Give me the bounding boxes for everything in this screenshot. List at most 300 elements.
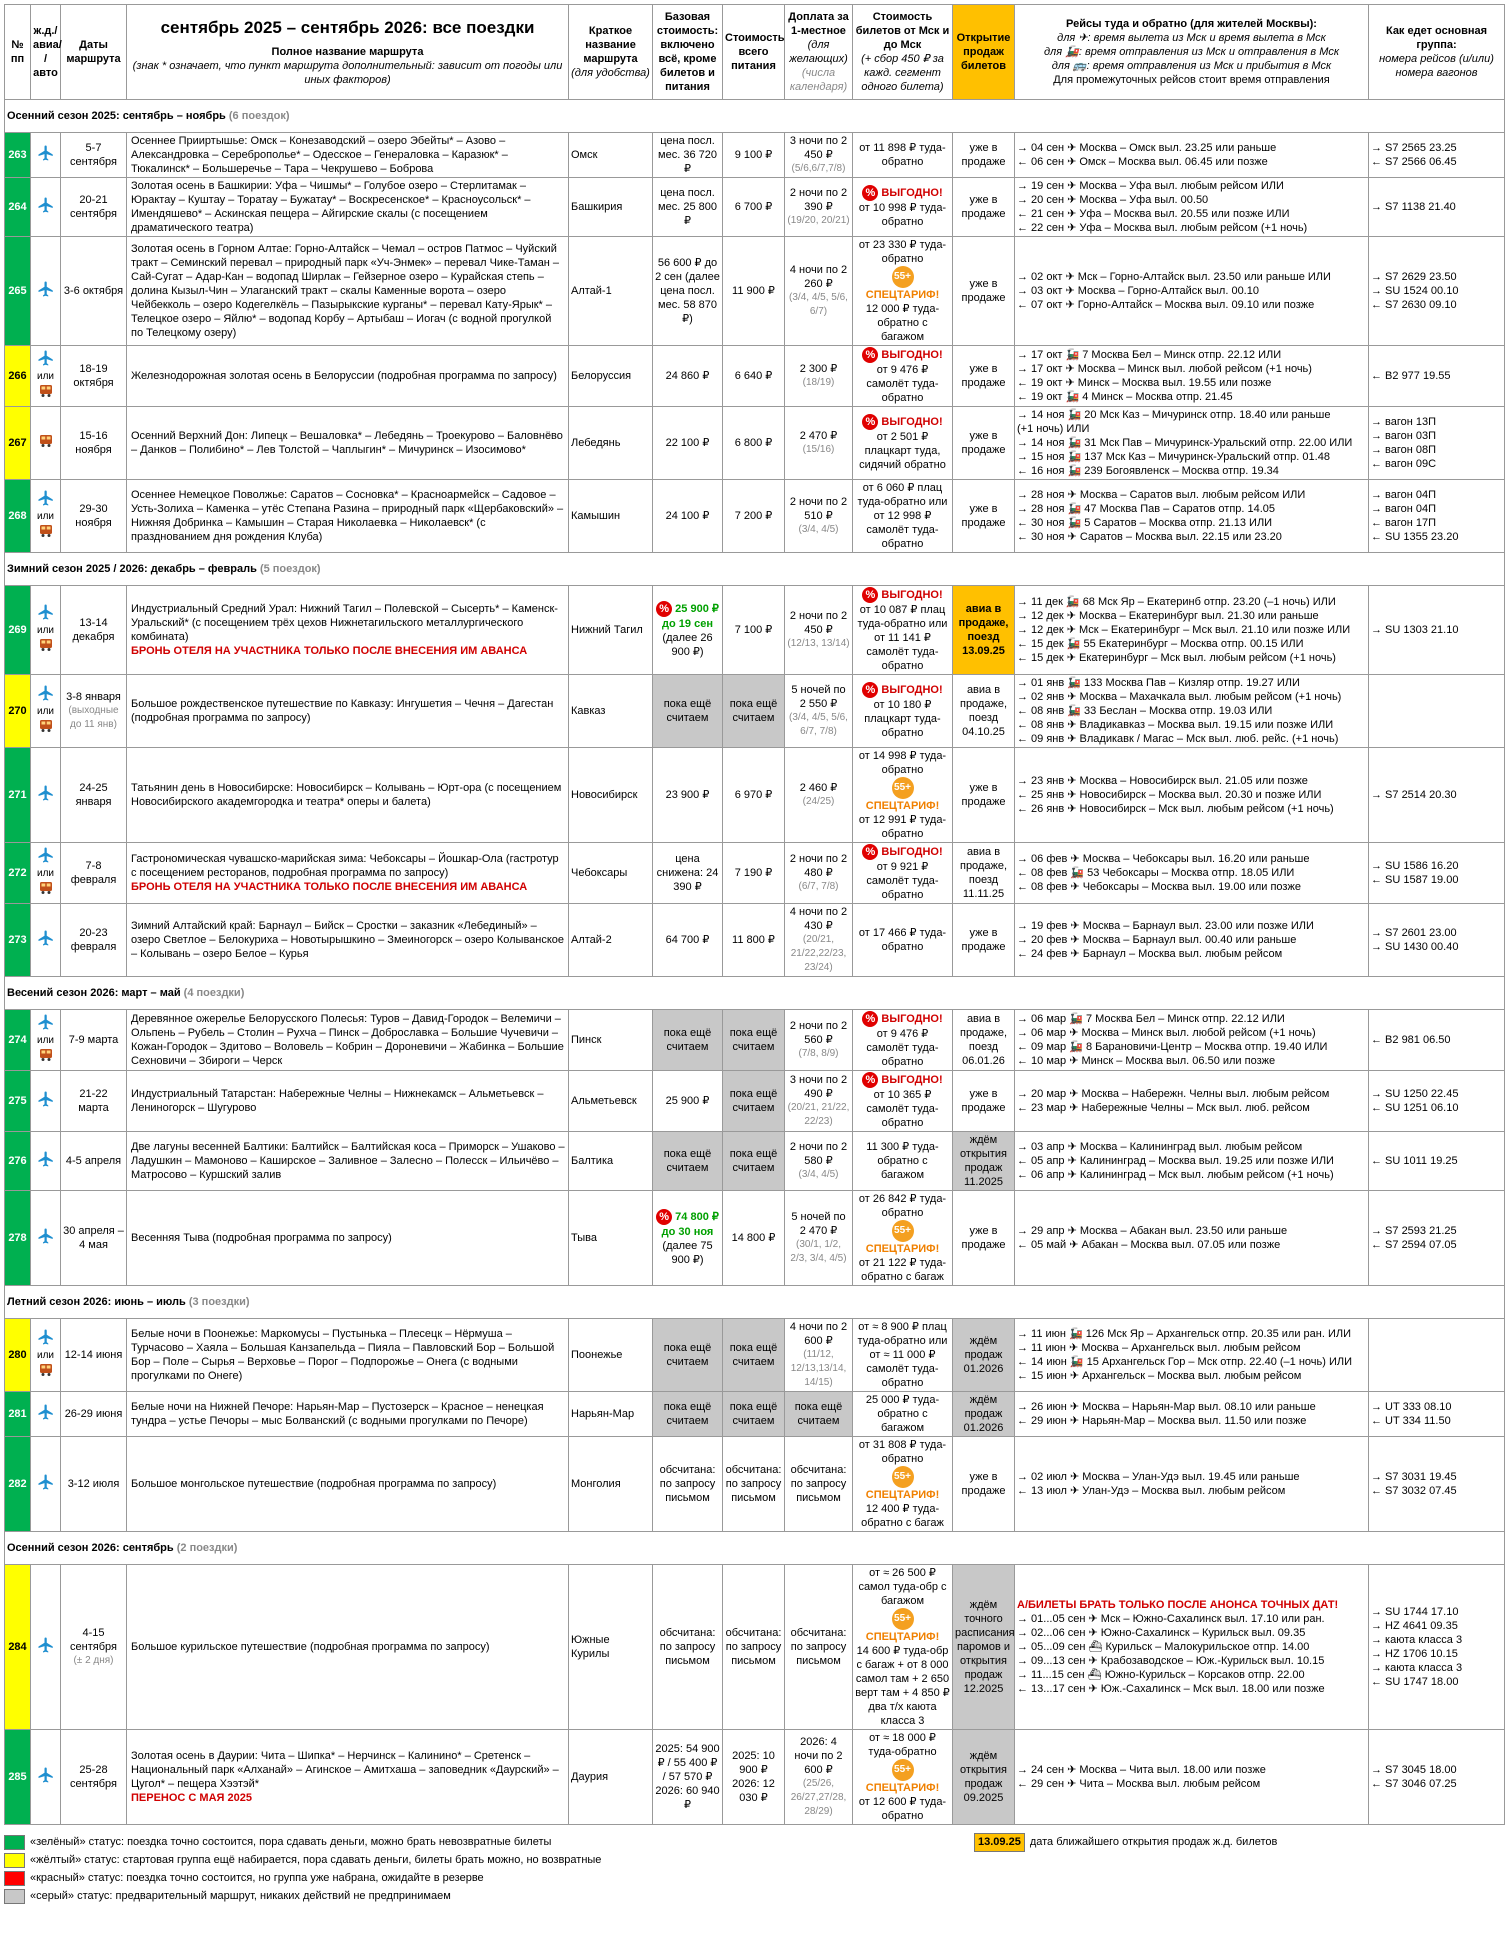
single-cost: 2 ночи по 2 480 ₽ [789, 853, 848, 879]
single-days: (18/19) [802, 377, 835, 388]
season-row [5, 1532, 1505, 1565]
food-cost-cell: 7 200 ₽ [723, 480, 785, 553]
col-open: Открытие продаж билетов [953, 5, 1015, 100]
route-name: Индустриальный Татарстан: Набережные Челны – Нижнекамск – Альметьевск – Лениногорск – Шугурово [131, 1088, 544, 1114]
train-icon [37, 432, 55, 454]
age-55-icon: 55+ [892, 1220, 914, 1242]
base-cost: пока ещё считаем [663, 1342, 712, 1368]
col-num: № пп [5, 5, 31, 100]
flight-line: ← 19 окт 🚂 4 Минск – Москва отпр. 21.45 [1017, 391, 1233, 403]
flight-line: ← 10 мар ✈ Минск – Москва выл. 06.50 или позже [1017, 1055, 1276, 1067]
profit-label: ВЫГОДНО! [881, 415, 943, 428]
short-name-cell: Лебедянь [569, 407, 653, 480]
dates-cell [61, 1437, 127, 1532]
flight-line: → 06 мар ✈ Москва – Минск выл. любой рейсом (+1 ночь) [1017, 1027, 1316, 1039]
tickets-price: от 10 998 ₽ туда-обратно [858, 202, 947, 228]
dates-cell [61, 675, 127, 748]
or-label: или [36, 370, 54, 382]
group-cell [1369, 675, 1505, 748]
route-name: Большое курильское путешествие (подробная программа по запросу) [131, 1641, 490, 1653]
tickets-price: от 23 330 ₽ туда-обратно [858, 239, 947, 265]
plane-icon [36, 1328, 56, 1350]
trip-row[interactable] [5, 1730, 1505, 1825]
group-flight: → вагон 03П [1371, 430, 1437, 442]
plane-icon [36, 603, 56, 625]
open-sales-cell: авиа в продаже, поезд 13.09.25 [953, 586, 1015, 675]
base-cost: пока ещё считаем [663, 1148, 712, 1174]
flight-line: → 28 ноя 🚂 47 Москва Пав – Саратов отпр. 14.05 [1017, 503, 1276, 515]
flights-cell [1015, 1437, 1369, 1532]
tickets-cell [853, 480, 953, 553]
route-cell[interactable] [127, 1010, 569, 1071]
base-cost-cell [653, 1392, 723, 1437]
transport-cell [31, 346, 61, 407]
group-flight: → вагон 04П [1371, 503, 1437, 515]
trip-dates: 20-23 февраля [70, 927, 117, 953]
food-cost-cell: обсчитана: по запросу письмом [723, 1565, 785, 1730]
tickets-price-special: 12 400 ₽ туда-обратно с багаж [861, 1503, 944, 1529]
open-sales-cell: уже в продаже [953, 1191, 1015, 1286]
page-title: сентябрь 2025 – сентябрь 2026: все поездки [160, 18, 535, 37]
tickets-price: от 10 365 ₽ самолёт туда-обратно [866, 1089, 939, 1129]
route-warning: БРОНЬ ОТЕЛЯ НА УЧАСТНИКА ТОЛЬКО ПОСЛЕ ВНЕСЕНИЯ ИМ АВАНСА [131, 881, 528, 893]
flight-line: ← 30 ноя ✈ Саратов – Москва выл. 22.15 или 23.20 [1017, 531, 1282, 543]
short-name-label: Краткое название маршрута [583, 25, 638, 65]
single-cell [785, 1565, 853, 1730]
transport-cell [31, 748, 61, 843]
base-cost-cell [653, 346, 723, 407]
trip-row[interactable] [5, 1071, 1505, 1132]
short-name-cell: Монголия [569, 1437, 653, 1532]
route-cell[interactable] [127, 178, 569, 237]
tickets-cell [853, 1191, 953, 1286]
plane-icon [36, 1227, 56, 1249]
group-cell [1369, 178, 1505, 237]
transport-cell [31, 1392, 61, 1437]
plane-icon [36, 846, 56, 868]
route-cell[interactable] [127, 407, 569, 480]
plane-icon [36, 1150, 56, 1172]
trip-row[interactable] [5, 407, 1505, 480]
single-cost: 5 ночей по 2 470 ₽ [791, 1211, 846, 1237]
route-cell[interactable] [127, 1730, 569, 1825]
route-cell[interactable] [127, 1071, 569, 1132]
tickets-cell [853, 1730, 953, 1825]
trip-row[interactable] [5, 1191, 1505, 1286]
flight-line: → 26 июн ✈ Москва – Нарьян-Мар выл. 08.10 или раньше [1017, 1401, 1316, 1413]
discount-icon: % [862, 185, 878, 201]
trip-row[interactable] [5, 1565, 1505, 1730]
flight-line: → 04 сен ✈ Москва – Омск выл. 23.25 или раньше [1017, 142, 1277, 154]
flight-line: ← 05 апр ✈ Калининград – Москва выл. 19.25 или позже ИЛИ [1017, 1155, 1334, 1167]
discount-icon: % [862, 587, 878, 603]
tickets-price: от 11 898 ₽ туда-обратно [859, 142, 946, 168]
trip-row[interactable] [5, 237, 1505, 346]
base-cost-cell [653, 133, 723, 178]
route-name: Осенний Верхний Дон: Липецк – Вешаловка* – Лебедянь – Троекурово – Баловнёво – Данков – Полибино* – Лев Толстой – Чаплыгин* – Мичуринск – Изосимово* [131, 430, 563, 456]
flight-line: → 20 сен ✈ Москва – Уфа выл. 00.50 [1017, 194, 1209, 206]
base-cost-cell [653, 843, 723, 904]
single-days: (7/8, 8/9) [798, 1048, 839, 1059]
flights-cell [1015, 904, 1369, 977]
season-count: (2 поездки) [176, 1542, 238, 1554]
group-flight: → каюта класса 3 [1371, 1662, 1463, 1674]
group-cell [1369, 1565, 1505, 1730]
group-flight: ← S7 3046 07.25 [1371, 1778, 1457, 1790]
trip-row[interactable] [5, 904, 1505, 977]
single-days: (20/21, 21/22,22/23, 23/24) [790, 934, 847, 973]
profit-label: ВЫГОДНО! [881, 588, 943, 601]
transport-cell [31, 904, 61, 977]
trip-number: 270 [5, 675, 31, 748]
base-cost-cell [653, 1319, 723, 1392]
flight-line: ← 09 мар 🚂 8 Барановичи-Центр – Москва отпр. 19.40 ИЛИ [1017, 1041, 1328, 1053]
single-days: (15/16) [802, 444, 835, 455]
tickets-cell [853, 1132, 953, 1191]
trip-number: 275 [5, 1071, 31, 1132]
tickets-price: от ≈ 18 000 ₽ туда-обратно [868, 1732, 937, 1758]
route-cell[interactable] [127, 1191, 569, 1286]
group-cell [1369, 133, 1505, 178]
base-cost-cell [653, 178, 723, 237]
food-cost-cell: обсчитана: по запросу письмом [723, 1437, 785, 1532]
trip-row[interactable] [5, 346, 1505, 407]
trip-dates: 13-14 декабря [72, 617, 115, 643]
plane-icon [36, 280, 56, 302]
short-name-cell: Тыва [569, 1191, 653, 1286]
tickets-price: от 2 501 ₽ плацкарт туда, сидячий обратно [859, 431, 946, 471]
single-cost: 2 ночи по 2 390 ₽ [789, 187, 848, 213]
trip-number: 267 [5, 407, 31, 480]
flight-line: → 14 ноя 🚂 31 Мск Пав – Мичуринск-Уральский отпр. 22.00 ИЛИ [1017, 437, 1353, 449]
group-flight: → S7 2629 23.50 [1371, 271, 1457, 283]
base-cost-later: (далее 75 900 ₽) [662, 1240, 713, 1266]
dates-cell [61, 346, 127, 407]
food-cost-cell: 6 700 ₽ [723, 178, 785, 237]
open-sales-cell: уже в продаже [953, 133, 1015, 178]
flights-cell [1015, 1191, 1369, 1286]
tickets-cell [853, 407, 953, 480]
or-label: или [36, 1034, 54, 1046]
short-name-cell: Южные Курилы [569, 1565, 653, 1730]
route-cell[interactable] [127, 237, 569, 346]
group-flight: → вагон 13П [1371, 416, 1437, 428]
route-name: Железнодорожная золотая осень в Белоруссии (подробная программа по запросу) [131, 370, 557, 382]
open-sales-cell: ждём продаж 01.2026 [953, 1319, 1015, 1392]
trip-row[interactable] [5, 480, 1505, 553]
train-icon [37, 522, 55, 544]
discount-icon: % [862, 844, 878, 860]
flight-line: → 02...06 сен ✈ Южно-Сахалинск – Курильск выл. 09.35 [1017, 1627, 1306, 1639]
flights-cell [1015, 843, 1369, 904]
group-cell [1369, 904, 1505, 977]
tickets-price: от 10 180 ₽ плацкарт туда-обратно [864, 699, 941, 739]
dates-cell [61, 1392, 127, 1437]
food-cost-cell: пока ещё считаем [723, 1010, 785, 1071]
short-name-cell: Новосибирск [569, 748, 653, 843]
single-cost: 2026: 4 ночи по 2 600 ₽ [794, 1736, 843, 1776]
discount-icon: % [656, 601, 672, 617]
tickets-cell [853, 1565, 953, 1730]
season-row [5, 553, 1505, 586]
trip-row[interactable] [5, 1437, 1505, 1532]
tickets-price-special: 12 000 ₽ туда-обратно с багажом [865, 303, 940, 343]
route-name: Зимний Алтайский край: Барнаул – Бийск – Сростки – заказник «Лебединый» – озеро Светлое – Белокуриха – Новотырышкино – Змеиногорск – озеро Колыванское – Колывань – озеро Белое – Курья [131, 920, 565, 960]
flight-line: ← 08 фев 🚂 53 Чебоксары – Москва отпр. 18.05 ИЛИ [1017, 867, 1295, 879]
route-cell[interactable] [127, 904, 569, 977]
food-cost-cell: 6 800 ₽ [723, 407, 785, 480]
food-cost-cell: 7 190 ₽ [723, 843, 785, 904]
flight-line: ← 24 фев ✈ Барнаул – Москва выл. любым рейсом [1017, 948, 1283, 960]
transport-cell [31, 1191, 61, 1286]
short-name-cell: Альметьевск [569, 1071, 653, 1132]
route-cell[interactable] [127, 1437, 569, 1532]
trip-row[interactable] [5, 1319, 1505, 1392]
special-label: СПЕЦТАРИФ! [865, 1489, 940, 1501]
base-cost: 56 600 ₽ до 2 сен (далее цена посл. мес. 58 870 ₽) [655, 257, 720, 325]
group-flight: → SU 1303 21.10 [1371, 624, 1459, 636]
flight-line: ← 21 сен ✈ Уфа – Москва выл. 20.55 или позже ИЛИ [1017, 208, 1290, 220]
train-icon [37, 382, 55, 404]
trip-dates: 7-9 марта [68, 1034, 119, 1046]
trips-body [5, 100, 1505, 1825]
season-title [5, 1532, 1505, 1565]
flight-line: → 14 ноя 🚂 20 Мск Каз – Мичуринск отпр. 18.40 или раньше [1017, 409, 1331, 421]
group-flight: → S7 3031 19.45 [1371, 1471, 1457, 1483]
trip-row[interactable] [5, 843, 1505, 904]
dates-cell [61, 904, 127, 977]
tickets-price: от 9 921 ₽ самолёт туда-обратно [866, 861, 939, 901]
or-label: или [36, 705, 54, 717]
route-name: Золотая осень в Даурии: Чита – Шипка* – Нерчинск – Калинино* – Сретенск – Национальный парк «Алханай» – Агинское – Амитхаша – заповедник «Даурский» – Цугол* – пещера Хээтэй* [131, 1750, 559, 1790]
short-name-cell: Камышин [569, 480, 653, 553]
group-flight: → SU 1250 22.45 [1371, 1088, 1459, 1100]
dates-cell [61, 1565, 127, 1730]
profit-label: ВЫГОДНО! [881, 1073, 943, 1086]
route-name: Белые ночи на Нижней Печоре: Нарьян-Мар – Пустозерск – Красное – ненецкая тундра – устье Печоры – мыс Болванский (с водными прогулками по Печоре) [131, 1401, 544, 1427]
tickets-cell [853, 904, 953, 977]
single-days: (5/6,6/7,7/8) [791, 163, 846, 174]
base-cost-later: (далее 26 900 ₽) [662, 632, 713, 658]
dates-cell [61, 748, 127, 843]
single-days: (24/25) [802, 796, 835, 807]
flight-line: ← 29 июн ✈ Нарьян-Мар – Москва выл. 11.50 или позже [1017, 1415, 1307, 1427]
season-title [5, 1286, 1505, 1319]
trip-row[interactable] [5, 1132, 1505, 1191]
profit-label: ВЫГОДНО! [881, 348, 943, 361]
flights-cell [1015, 1730, 1369, 1825]
food-cost-cell: пока ещё считаем [723, 1071, 785, 1132]
season-label: Зимний сезон 2025 / 2026: декабрь – февраль [7, 563, 257, 575]
flights-cell [1015, 178, 1369, 237]
transport-cell [31, 1437, 61, 1532]
group-flight: ← S7 3032 07.45 [1371, 1485, 1457, 1497]
train-icon [37, 879, 55, 901]
single-cost: 4 ночи по 2 600 ₽ [789, 1321, 848, 1347]
open-sales-cell: ждём продаж 01.2026 [953, 1392, 1015, 1437]
trip-row[interactable] [5, 133, 1505, 178]
group-flight: → SU 1586 16.20 [1371, 860, 1459, 872]
trip-row[interactable] [5, 178, 1505, 237]
group-cell [1369, 1319, 1505, 1392]
plane-icon [36, 1013, 56, 1035]
group-flight: → S7 3045 18.00 [1371, 1764, 1457, 1776]
base-cost: 24 100 ₽ [665, 510, 710, 522]
flight-line: → 09...13 сен ✈ Крабозаводское – Юж.-Курильск выл. 10.15 [1017, 1655, 1325, 1667]
route-cell[interactable] [127, 675, 569, 748]
route-cell[interactable] [127, 480, 569, 553]
trip-number: 280 [5, 1319, 31, 1392]
route-cell[interactable] [127, 133, 569, 178]
transport-cell [31, 178, 61, 237]
single-days: (30/1, 1/2, 2/3, 3/4, 4/5) [790, 1239, 847, 1264]
trip-row[interactable] [5, 748, 1505, 843]
trip-row[interactable] [5, 1010, 1505, 1071]
route-name: Татьянин день в Новосибирске: Новосибирск – Колывань – Юрт-ора (с посещением Новосибирского академгородка и театра* оперы и балета) [131, 782, 562, 808]
legend-date-box: 13.09.25 [974, 1833, 1025, 1852]
trip-row[interactable] [5, 586, 1505, 675]
transport-cell [31, 675, 61, 748]
train-icon [37, 1046, 55, 1068]
flights-label: Рейсы туда и обратно (для жителей Москвы): [1066, 18, 1317, 30]
full-name-note: (знак * означает, что пункт маршрута дополнительный: зависит от погоды или иных факторов) [132, 60, 563, 86]
single-cost: 5 ночей по 2 550 ₽ [791, 684, 846, 710]
short-name-cell: Белоруссия [569, 346, 653, 407]
group-flight: → вагон 04П [1371, 489, 1437, 501]
discount-icon: % [862, 414, 878, 430]
profit-label: ВЫГОДНО! [881, 1012, 943, 1025]
tickets-cell [853, 237, 953, 346]
flights-warning: А/БИЛЕТЫ БРАТЬ ТОЛЬКО ПОСЛЕ АНОНСА ТОЧНЫХ ДАТ! [1017, 1599, 1339, 1611]
open-sales-cell: авиа в продаже, поезд 11.11.25 [953, 843, 1015, 904]
open-sales-cell: ждём открытия продаж 09.2025 [953, 1730, 1015, 1825]
age-55-icon: 55+ [892, 1608, 914, 1630]
flight-line: → 24 сен ✈ Москва – Чита выл. 18.00 или позже [1017, 1764, 1266, 1776]
group-flight: → HZ 4641 09.35 [1371, 1620, 1458, 1632]
flight-line: → 20 фев ✈ Москва – Барнаул выл. 00.40 или раньше [1017, 934, 1297, 946]
special-label: СПЕЦТАРИФ! [865, 800, 940, 812]
route-cell[interactable] [127, 1319, 569, 1392]
or-label: или [36, 510, 54, 522]
trip-row[interactable] [5, 1392, 1505, 1437]
food-cost-cell: 7 100 ₽ [723, 586, 785, 675]
group-flight: ← B2 977 19.55 [1371, 370, 1451, 382]
col-base: Базовая стоимость: включено всё, кроме билетов и питания [653, 5, 723, 100]
special-label: СПЕЦТАРИФ! [865, 289, 940, 301]
food-cost-cell: пока ещё считаем [723, 1132, 785, 1191]
tickets-price-special: 14 600 ₽ туда-обр с багаж + от 8 000 самол там + 2 650 верт там + 4 850 ₽ два т/х каюта класса 3 [855, 1645, 950, 1727]
base-cost-cell [653, 904, 723, 977]
dates-note: (выходные до 11 янв) [68, 705, 119, 730]
route-cell[interactable] [127, 748, 569, 843]
single-cost: 2 ночи по 2 580 ₽ [789, 1141, 848, 1167]
dates-cell [61, 586, 127, 675]
group-flight: → S7 2565 23.25 [1371, 142, 1457, 154]
flights-cell [1015, 1010, 1369, 1071]
single-cost: 2 ночи по 2 510 ₽ [789, 496, 848, 522]
flight-line: ← 05 май ✈ Абакан – Москва выл. 07.05 или позже [1017, 1239, 1281, 1251]
base-cost-cell [653, 407, 723, 480]
tickets-price-special: от 12 991 ₽ туда-обратно [858, 814, 947, 840]
flight-line: → 12 дек ✈ Москва – Екатеринбург выл. 21.30 или раньше [1017, 610, 1319, 622]
flights-cell [1015, 346, 1369, 407]
trip-row[interactable] [5, 675, 1505, 748]
group-flight: → вагон 08П [1371, 444, 1437, 456]
single-cost: 3 ночи по 2 490 ₽ [789, 1074, 848, 1100]
flight-line: ← 16 ноя 🚂 239 Богоявленск – Москва отпр. 19.34 [1017, 465, 1279, 477]
base-cost: 25 900 ₽ до 19 сен [662, 602, 719, 630]
plane-icon [36, 1636, 56, 1658]
tickets-price: 25 000 ₽ туда-обратно с багажом [865, 1394, 940, 1434]
single-cell [785, 843, 853, 904]
col-transport: ж.д./ авиа/ /авто [31, 5, 61, 100]
flight-line: ← 14 июн 🚂 15 Архангельск Гор – Мск отпр. 22.40 (–1 ночь) ИЛИ [1017, 1356, 1353, 1368]
route-cell[interactable] [127, 1132, 569, 1191]
short-name-cell: Нарьян-Мар [569, 1392, 653, 1437]
route-cell[interactable] [127, 1392, 569, 1437]
legend [4, 1833, 1504, 1905]
flight-line: ← 19 окт ✈ Минск – Москва выл. 19.55 или позже [1017, 377, 1272, 389]
gray-swatch [4, 1889, 25, 1904]
route-name: Золотая осень в Горном Алтае: Горно-Алтайск – Чемал – остров Патмос – Чуйский тракт – Семинский перевал – природный парк «Уч-Энмек» – перевал Чике-Таман – Сай-Сугат – Адар-Кан – водопад Ширлак – Гейзерное озеро – Курайская степь – долина Кызыл-Чин – Улаганский тракт – скалы Каменные ворота – озеро Чейбекколь – озеро Кодегелкёль – Пазырыкские курганы* – перевал Кату-Ярык* – Телецкое озеро – Яйлю* – водопад Корбу – Артыбаш – Иогач (с водной прогулкой по Телецкому озеру) [131, 243, 560, 339]
trip-number: 278 [5, 1191, 31, 1286]
base-cost: 23 900 ₽ [665, 789, 710, 801]
flight-line: ← 06 апр ✈ Калининград – Мск выл. любым рейсом (+1 ночь) [1017, 1169, 1334, 1181]
route-cell[interactable] [127, 586, 569, 675]
plane-icon [36, 929, 56, 951]
col-food: Стоимость всего питания [723, 5, 785, 100]
route-cell[interactable] [127, 1565, 569, 1730]
flight-line: → 01...05 сен ✈ Мск – Южно-Сахалинск выл. 17.10 или ран. [1017, 1613, 1325, 1625]
route-cell[interactable] [127, 843, 569, 904]
tickets-price: от ≈ 26 500 ₽ самол туда-обр с багажом [858, 1567, 947, 1607]
group-cell [1369, 407, 1505, 480]
plane-icon [36, 684, 56, 706]
flight-line: → 06 мар 🚂 7 Москва Бел – Минск отпр. 22.12 ИЛИ [1017, 1013, 1285, 1025]
single-cell [785, 748, 853, 843]
single-cell [785, 133, 853, 178]
col-single [785, 5, 853, 100]
short-name-cell: Даурия [569, 1730, 653, 1825]
single-cell [785, 904, 853, 977]
base-cost-cell [653, 237, 723, 346]
single-days: (19/20, 20/21) [787, 215, 850, 226]
age-55-icon: 55+ [892, 266, 914, 288]
base-cost: пока ещё считаем [663, 1027, 712, 1053]
tickets-price: 11 300 ₽ туда-обратно с багажом [866, 1141, 939, 1181]
transport-cell [31, 1010, 61, 1071]
transport-cell [31, 407, 61, 480]
age-55-icon: 55+ [892, 777, 914, 799]
flight-line: → 20 мар ✈ Москва – Набережн. Челны выл. любым рейсом [1017, 1088, 1330, 1100]
single-cell [785, 1010, 853, 1071]
base-cost-cell [653, 1010, 723, 1071]
flight-line: → 19 фев ✈ Москва – Барнаул выл. 23.00 или позже ИЛИ [1017, 920, 1314, 932]
trip-dates: 12-14 июня [64, 1349, 123, 1361]
train-icon [37, 717, 55, 739]
trip-number: 264 [5, 178, 31, 237]
trip-number: 274 [5, 1010, 31, 1071]
dates-cell [61, 1191, 127, 1286]
header-row [5, 5, 1505, 100]
col-flights [1015, 5, 1369, 100]
route-cell[interactable] [127, 346, 569, 407]
open-sales-cell: авиа в продаже, поезд 06.01.26 [953, 1010, 1015, 1071]
dates-cell [61, 407, 127, 480]
plane-icon [36, 144, 56, 166]
legend-green [4, 1833, 1504, 1851]
flights-note-2: для 🚂: время отправления из Мск и отправления в Мск [1043, 46, 1340, 58]
